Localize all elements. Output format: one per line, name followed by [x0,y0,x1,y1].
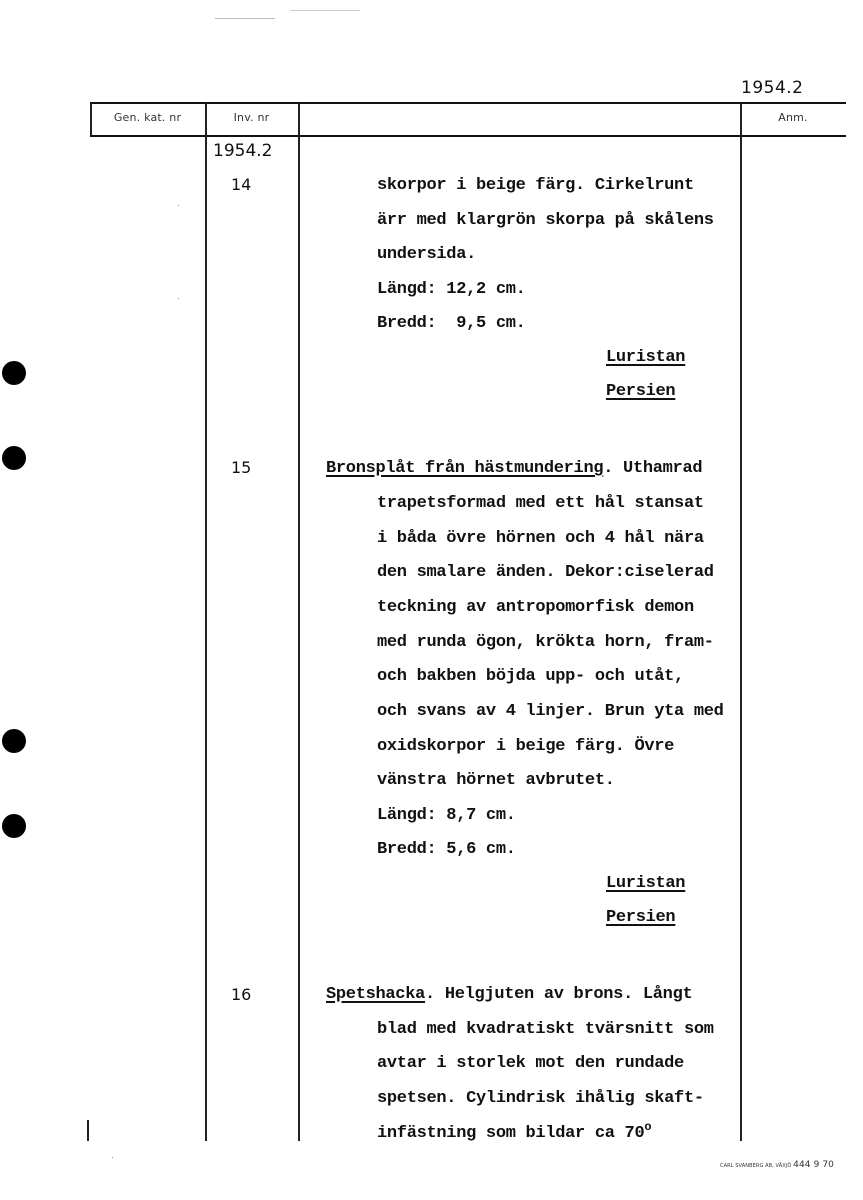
entry-16-title: Spetshacka [326,985,426,1004]
entry-16-line: avtar i storlek mot den rundade [377,1054,684,1073]
scan-speck [290,10,360,11]
header-gen-kat-nr: Gen. kat. nr [113,111,182,124]
entry-15-title-line [326,459,702,479]
column-divider-inv-desc [298,103,300,1141]
inv-number-14: 14 [231,175,252,194]
inv-prefix: 1954.2 [213,141,273,161]
column-divider-left-body [87,1120,89,1141]
entry-16-title-rest: . Helgjuten av brons. Långt [425,985,693,1004]
punch-hole [2,446,26,470]
entry-14-length: Längd: 12,2 cm. [377,280,526,299]
form-code: 444 9 70 [793,1160,835,1170]
entry-15-length: Längd: 8,7 cm. [377,806,516,825]
inv-number-16: 16 [231,985,252,1004]
inv-number-15: 15 [231,458,252,477]
table-top-rule [90,102,846,104]
entry-15-line: den smalare änden. Dekor:ciselerad [377,563,714,582]
entry-15-line: i båda övre hörnen och 4 hål nära [377,529,704,548]
degree-mark: o [644,1120,652,1134]
entry-14-place: Luristan [606,348,686,367]
header-anm: Anm. [778,111,808,124]
printer-name: CARL SVANBERG AB, VÄXJÖ [720,1163,792,1169]
entry-14-width: Bredd: 9,5 cm. [377,314,526,333]
entry-15-width: Bredd: 5,6 cm. [377,840,516,859]
scan-speck [112,1157,113,1158]
entry-15-line: med runda ögon, krökta horn, fram- [377,633,714,652]
punch-hole [2,361,26,385]
entry-15-line: vänstra hörnet avbrutet. [377,771,615,790]
entry-14-line: ärr med klargrön skorpa på skålens [377,211,714,230]
entry-15-title: Bronsplåt från hästmundering [326,459,604,478]
entry-15-line: och bakben böjda upp- och utåt, [377,667,684,686]
printer-imprint [720,1160,834,1170]
sheet-number: 1954.2 [741,78,804,98]
column-divider-gen-inv [205,103,207,1141]
entry-16-line: infästning som bildar ca 70 [377,1124,645,1143]
entry-15-line: teckning av antropomorfisk demon [377,598,694,617]
entry-15-line: oxidskorpor i beige färg. Övre [377,737,675,756]
entry-15-country: Persien [606,908,676,927]
entry-16-line: spetsen. Cylindrisk ihålig skaft- [377,1089,704,1108]
entry-14-country: Persien [606,382,676,401]
punch-hole [2,729,26,753]
header-bottom-rule [90,135,846,137]
entry-16-title-line [326,985,692,1005]
column-divider-desc-anm [740,103,742,1141]
scan-speck [215,18,275,19]
entry-15-line: och svans av 4 linjer. Brun yta med [377,702,724,721]
header-inv-nr: Inv. nr [233,111,270,124]
entry-16-line: blad med kvadratiskt tvärsnitt som [377,1020,714,1039]
entry-16-last-line [377,1120,652,1144]
punch-hole [2,814,26,838]
entry-14-line: undersida. [377,245,477,264]
entry-15-place: Luristan [606,874,686,893]
scan-speck [178,298,179,299]
entry-15-line: trapetsformad med ett hål stansat [377,494,704,513]
scan-speck [178,205,179,206]
entry-14-line: skorpor i beige färg. Cirkelrunt [377,176,694,195]
entry-15-title-rest: . Uthamrad [603,459,703,478]
